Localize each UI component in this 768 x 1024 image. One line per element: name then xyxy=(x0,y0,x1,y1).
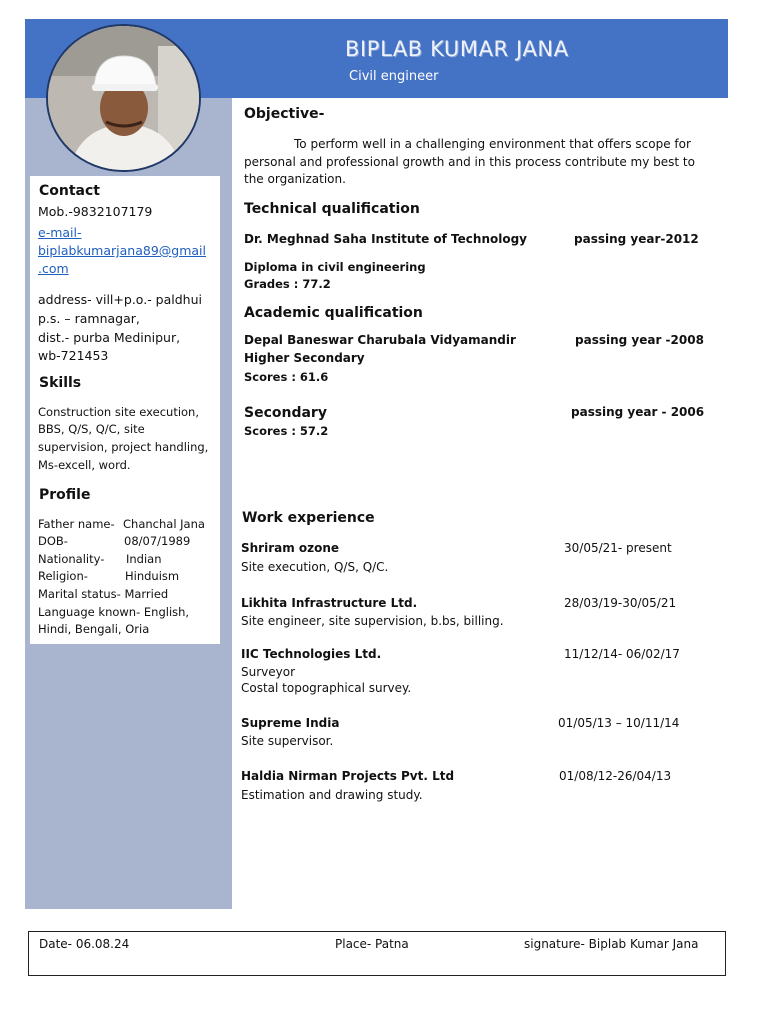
job-description: Surveyor xyxy=(241,665,296,679)
footer-signature: signature- Biplab Kumar Jana xyxy=(524,937,699,951)
objective-heading: Objective- xyxy=(244,106,325,122)
address-line: wb-721453 xyxy=(38,348,109,363)
secondary-heading: Secondary xyxy=(244,405,327,421)
job-company: Supreme India xyxy=(241,716,340,730)
candidate-name: BIPLAB KUMAR JANA xyxy=(345,37,569,61)
person-photo-icon xyxy=(48,26,201,172)
skills-line: Construction site execution, xyxy=(38,405,199,419)
hs-passing-year: passing year -2008 xyxy=(575,333,704,347)
job-company: Haldia Nirman Projects Pvt. Ltd xyxy=(241,769,455,783)
father-label: Father name- xyxy=(38,517,115,531)
job-description: Site engineer, site supervision, b.bs, billing. xyxy=(241,614,504,628)
dob-label: DOB- xyxy=(38,534,68,548)
email-link-line1[interactable]: e-mail- xyxy=(38,225,82,240)
nationality-label: Nationality- xyxy=(38,552,105,566)
secondary-passing-year: passing year - 2006 xyxy=(571,405,705,419)
languages-line1: Language known- English, xyxy=(38,605,190,619)
email-link-line2[interactable]: biplabkumarjana89@gmail xyxy=(38,243,206,258)
email-link-line3[interactable]: .com xyxy=(38,261,69,276)
footer-place: Place- Patna xyxy=(335,937,409,951)
job-dates: 11/12/14- 06/02/17 xyxy=(564,647,680,661)
job-description: Site execution, Q/S, Q/C. xyxy=(241,560,389,574)
secondary-scores: Scores : 57.2 xyxy=(244,424,329,438)
job-dates: 01/08/12-26/04/13 xyxy=(559,769,672,783)
dob-value: 08/07/1989 xyxy=(124,534,191,548)
work-heading: Work experience xyxy=(242,510,375,526)
religion-value: Hinduism xyxy=(125,569,180,583)
technical-heading: Technical qualification xyxy=(244,201,420,217)
father-value: Chanchal Jana xyxy=(123,517,205,531)
languages-line2: Hindi, Bengali, Oria xyxy=(38,622,150,636)
skills-line: Ms-excell, word. xyxy=(38,458,131,472)
address-line: address- vill+p.o.- paldhui xyxy=(38,292,202,307)
footer-date: Date- 06.08.24 xyxy=(39,937,130,951)
technical-passing-year: passing year-2012 xyxy=(574,232,699,246)
candidate-role: Civil engineer xyxy=(349,69,439,84)
hs-level: Higher Secondary xyxy=(244,351,365,365)
course-name: Diploma in civil engineering xyxy=(244,260,426,274)
job-description: Estimation and drawing study. xyxy=(241,788,423,802)
academic-heading: Academic qualification xyxy=(244,305,423,321)
profile-heading: Profile xyxy=(39,487,91,503)
contact-heading: Contact xyxy=(39,183,100,199)
course-grades: Grades : 77.2 xyxy=(244,277,331,291)
religion-label: Religion- xyxy=(38,569,88,583)
job-dates: 28/03/19-30/05/21 xyxy=(564,596,677,610)
skills-heading: Skills xyxy=(39,375,82,391)
nationality-value: Indian xyxy=(126,552,162,566)
marital-status: Marital status- Married xyxy=(38,587,169,601)
skills-line: supervision, project handling, xyxy=(38,440,209,454)
job-description: Costal topographical survey. xyxy=(241,681,412,695)
job-company: Likhita Infrastructure Ltd. xyxy=(241,596,418,610)
objective-text: To perform well in a challenging environment that offers scope for personal and professional growth and in this process contribute my best to the organization. xyxy=(244,137,695,186)
school-name: Depal Baneswar Charubala Vidyamandir xyxy=(244,333,516,347)
hs-scores: Scores : 61.6 xyxy=(244,370,329,384)
job-description: Site supervisor. xyxy=(241,734,334,748)
skills-line: BBS, Q/S, Q/C, site xyxy=(38,422,145,436)
job-company: IIC Technologies Ltd. xyxy=(241,647,382,661)
institute-name: Dr. Meghnad Saha Institute of Technology xyxy=(244,232,528,246)
mobile-number: Mob.-9832107179 xyxy=(38,204,153,219)
job-dates: 01/05/13 – 10/11/14 xyxy=(558,716,680,730)
address-line: dist.- purba Medinipur, xyxy=(38,330,181,345)
job-company: Shriram ozone xyxy=(241,541,340,555)
address-line: p.s. – ramnagar, xyxy=(38,311,140,326)
profile-photo xyxy=(46,24,201,172)
job-dates: 30/05/21- present xyxy=(564,541,672,555)
